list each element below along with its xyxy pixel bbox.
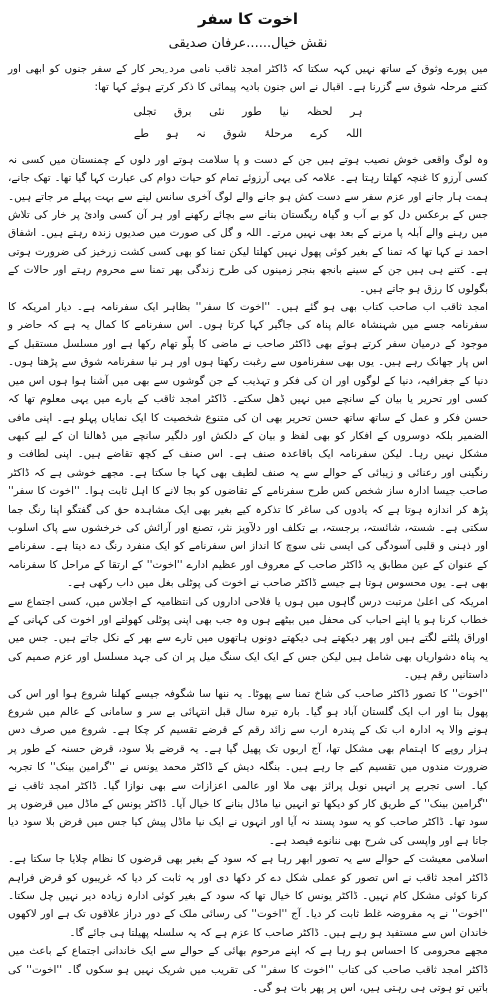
- column-byline: نقش خیال......عرفان صدیقی: [168, 36, 328, 51]
- body-paragraph-1: وہ لوگ واقعی خوش نصیب ہوتے ہیں جن کے دست و پا سلامت ہوتے اور دلوں کے چمنستان میں کسی نہ کسی آرزو کا غنچہ کھلتا رہتا ہے۔ علامہ کی یہی آرزوئے تمام کو حیات دوام کی عبارت کہا گیا تھا۔ تھک جانے، ہمت ہار جانے اور عزم سفر سے دست کش ہو جانے والے لوگ آخری سانس لینے سے بہت پہلے مر جاتے ہیں۔ جس کے برعکس دل کو بے آب و گیاہ ریگستان بنانے سے بچائے رکھنے اور ہر آن کسی وادیٔ پر خار کی تلاش میں رہنے والے آبلہ پا مرنے کے بعد بھی نہیں مرتے۔ اللہ و گل کی صورت میں صدیوں زندہ رہتے ہیں۔ اشفاق احمد نے کہا تھا کہ تمنا کے بغیر کوئی پھول نہیں کھلتا لیکن تمنا کو بھی کسی کشت زرخیز کی ضرورت ہوتی ہے۔ کتنے ہی ہیں جن کے سینے بانجھ بنجر زمینوں کی طرح زندگی بھر تمنا سے محروم رہتے اور حالات کے بگولوں کا رزق ہو جاتے ہیں۔: [7, 153, 488, 295]
- body-paragraph-3: امریکہ کی اعلیٰ مرتبت درس گاہوں میں ہوں یا فلاحی اداروں کی انتظامیہ کے اجلاس میں، کسی اجتماع سے خطاب کرنا ہو یا اپنے احباب کی محفل میں بیٹھے ہوں وہ جب بھی اپنی پوٹلی کھولتے اور اخوت کی کہانی کے اوراق پلٹنے لگتے ہیں اور پھر دیکھتے ہی دیکھتے دونوں ہاتھوں میں تارے سے بھر کے نکل جاتے ہیں۔ جس میں یہ پناہ دشواریاں بھی شامل ہیں لیکن جس کے ایک ایک سنگ میل پر ان کی جہد مسلسل اور عزم صمیم کی داستانیں رقم ہیں۔: [8, 595, 488, 682]
- couplet-line-1: ہر لحظہ نیا طور نئی برق تجلی: [133, 104, 363, 118]
- intro-paragraph: میں پورے وثوق کے ساتھ نہیں کہہ سکتا کہ ڈاکٹر امجد ثاقب نامی مرد ِبحر کار کے سفر جنوں کو ابھی اور کتنے مرحلہ شوق سے گزرنا ہے۔ اقبال نے اس جنون بادیہ پیمائی کا ذکر کرتے ہوئے کہا تھا:: [8, 63, 488, 94]
- couplet-line-2: اللہ کرے مرحلۂ شوق نہ ہو طے: [133, 126, 363, 140]
- body-paragraph-4: ''اخوت'' کا تصور ڈاکٹر صاحب کی شاخ تمنا سے پھوٹا۔ یہ ننھا سا شگوفہ جیسے کھلنا شروع ہوا اور اس کی پھول بنا اور اب ایک گلستان آباد ہو گیا۔ بارہ تیرہ سال قبل انتہائی بے سر و سامانی کے عالم میں شروع ہونے والا یہ ادارہ اب تک کے پندرہ ارب سے زائد رقم کے قرضے تقسیم کر چکا ہے۔ شروع میں صرف دس ہزار روپے کا اہتمام بھی مشکل تھا، آج اربوں تک پھیل گیا ہے۔ یہ قرضے بلا سود، قرض حسنہ کے طور پر ضرورت مندوں میں تقسیم کیے جا رہے ہیں۔ بنگلہ دیش کے ڈاکٹر محمد یونس نے ''گرامین بینک'' کا تجربہ کیا۔ اسی تجربے پر انہیں نوبل پرائز بھی ملا اور عالمی اعزازات سے بھی نوازا گیا۔ ڈاکٹر امجد ثاقب نے ''گرامین بینک'' کے طریق کار کو دیکھا تو انہیں نیا ماڈل بنانے کا خیال آیا۔ ڈاکٹر یونس کے ماڈل میں قرضوں پر سود تھا۔ ڈاکٹر صاحب کو یہ سود پسند نہ آیا اور انہوں نے ایک نیا ماڈل پیش کیا جس میں قرض بلا سود دیا جاتا ہے اور واپسی کی شرح بھی ننانوے فیصد ہے۔: [8, 687, 488, 847]
- body-paragraph-6: مجھے محرومی کا احساس ہو رہا ہے کہ اپنے مرحوم بھائی کے حوالے سے ایک خاندانی اجتماع کے باعث میں ڈاکٹر امجد ثاقب صاحب کی کتاب ''اخوت کا سفر'' کی تقریب میں شریک نہیں ہو سکوں گا۔ ''اخوت'' کی باتیں تو ہوتی ہی رہتی ہیں، اس پر پھر بات ہو گی۔: [8, 945, 488, 995]
- body-paragraph-2: امجد ثاقب اب صاحب کتاب بھی ہو گئے ہیں۔ ''اخوت کا سفر'' بظاہر ایک سفرنامہ ہے۔ دیار امریکہ کا سفرنامہ جسے میں شہنشاہ عالم پناہ کی جاگیر کہا کرتا ہوں۔ اس سفرنامے کا کمال یہ ہے کہ حاضر و موجود کے درمیان سفر کرتے ہوئے بھی ڈاکٹر صاحب نے ماضی کا پلّو تھام رکھا ہے اور مسلسل مستقبل کے اس پار جھانک رہے ہیں۔ یوں بھی سفرناموں سے رغبت رکھتا ہوں اور ہر نیا سفرنامہ شوق سے پڑھتا ہوں۔ دنیا کے جغرافیہ، دنیا کے لوگوں اور ان کی فکر و تہذیب کے جن گوشوں سے بھی میں آشنا ہوا ہوں اس میں کسی اور تحریر یا بیان کے سانچے میں نہیں ڈھل سکتے۔ ڈاکٹر امجد ثاقب کے بارے میں یہی معلوم تھا کہ حسن فکر و عمل کے ساتھ ساتھ حسن تحریر بھی ان کی متنوع شخصیت کا ایک نمایاں پہلو ہے۔ اپنی مافی الضمیر بلکہ دوسروں کے افکار کو بھی لفظ و بیان کے دلکش اور دلگیر سانچے میں ڈھالنا ان کے لیے کبھی مشکل نہیں رہا۔ لیکن سفرنامہ ایک باقاعدہ صنف ہے۔ اس صنف کے کچھ تقاضے ہیں۔ اپنی لطافت و رنگینی اور رعنائی و زیبائی کے حوالے سے یہ صنف لطیف بھی کہا جا سکتا ہے۔ مجھے خوشی ہے کہ ڈاکٹر صاحب جیسا ادارہ ساز شخص کس طرح سفرنامے کے تقاضوں کو بجا لانے کا اہل ثابت ہوا۔ ''اخوت کا سفر'' پڑھ کر اندازہ ہوتا ہے کہ یادوں کی ساغر کا تذکرہ کیے بغیر بھی ایک مشاہدہ حق کی گفتگو اپنا رنگ جما سکتی ہے۔ شستہ، شائستہ، برجستہ، بے تکلف اور دلآویز نثر، تصنع اور آرائش کی خرخشوں سے پاک اسلوب اور ذہنی و قلبی آسودگی کی ایسی نئی سوچ کا انداز اس سفرنامے کو ایک منفرد رنگ دے دیتا ہے۔ سفرنامے کے عنوان کے عین مطابق یہ ڈاکٹر صاحب کے معروف اور عظیم ادارے ''اخوت'' کے ارتقا کے مراحل کا سفرنامہ بھی ہے۔ یوں محسوس ہوتا ہے جیسے ڈاکٹر صاحب نے اخوت کی پوٹلی بغل میں داب رکھی ہے۔: [8, 301, 488, 590]
- body-paragraph-5: اسلامی معیشت کے حوالے سے یہ تصور ابھر رہا ہے کہ سود کے بغیر بھی قرضوں کا نظام چلایا جا سکتا ہے۔ ڈاکٹر امجد ثاقب نے اس تصور کو عملی شکل دے کر دکھا دی اور یہ ثابت کر دیا کہ غریبوں کو قرض فراہم کرنا کوئی مشکل کام نہیں۔ ڈاکٹر یونس کا خیال تھا کہ سود کے بغیر کوئی ادارہ زیادہ دیر نہیں چل سکتا۔ ''اخوت'' نے یہ مفروضہ غلط ثابت کر دیا۔ آج ''اخوت'' کی رسائی ملک کے دور دراز علاقوں تک ہے اور لاکھوں خاندان اس سے مستفید ہو رہے ہیں۔ ڈاکٹر صاحب کا عزم ہے کہ یہ سلسلہ پھیلتا ہی جائے گا۔: [8, 853, 488, 939]
- article-title: اخوت کا سفر: [197, 10, 299, 28]
- poetry-couplet: [8, 101, 488, 145]
